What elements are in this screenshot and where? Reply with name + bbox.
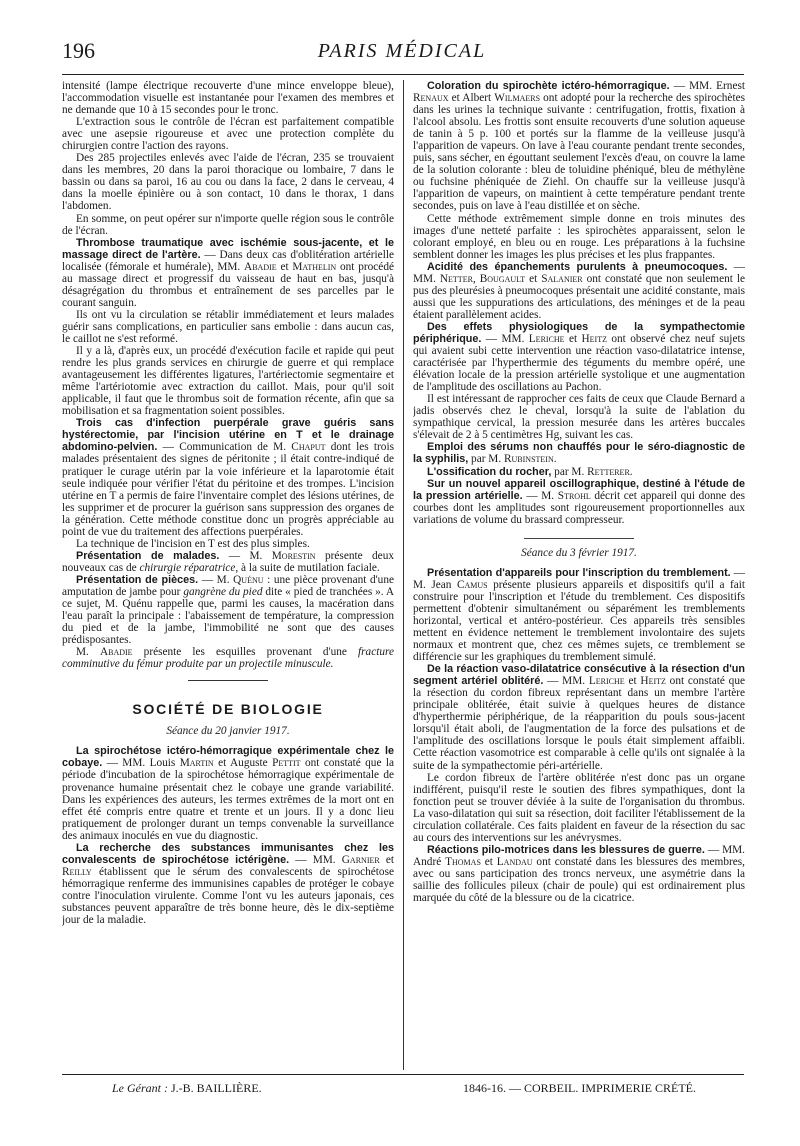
section-heading: Réactions pilo-motrices dans les blessures de guerre. (427, 843, 705, 856)
author-name: Abadie (99, 646, 133, 659)
paragraph: Il est intéressant de rapprocher ces faits de ceux que Claude Bernard a jadis observés chez le cheval, lorsqu'à la suite de l'ablation du sympathique cervical, la pression mesurée dans les artères buccales s'élevait de 2 à 5 centimètres Hg, suivant les cas. (413, 393, 745, 442)
section-heading: Sur un nouvel appareil oscillographique, destiné à l'étude de la pression artérielle. (413, 477, 745, 502)
paragraph: De la réaction vaso-dilatatrice consécutive à la résection d'un segment artériel oblitéré. — MM. Leriche et Heitz ont constaté que la résection du cordon fibreux représentant dans un membre l'artère principale oblitérée, était suivie à quelques heures de distance d'hyperthermie périphérique, de la réapparition du pouls sous-jacent lorsqu'il était aboli, de l'augmentation de la force des pulsations et de l'amplitude des oscillations lorsque le pouls était simplement affaibli. Cette réaction vasomotrice est comparable à celle qu'ils ont signalée à la suite de la sympathectomie péri-artérielle. (413, 663, 745, 772)
paragraph: Cette méthode extrêmement simple donne en trois minutes des images d'une netteté parfaite : les spirochètes apparaissent, selon le colorant employé, en bleu ou en rouge. Les préparations à la fuchsine semblent donner les images les plus précises et les plus frappantes. (413, 212, 745, 261)
paragraph: Ils ont vu la circulation se rétablir immédiatement et leurs malades guérir sans complications, en particulier sans embolie : dans aucun cas, le caillot ne s'est reformé. (62, 308, 394, 345)
paragraph: Réactions pilo-motrices dans les blessures de guerre. — MM. André Thomas et Landau ont constaté dans les blessures des membres, avec ou sans participation des troncs nerveux, une asymétrie dans la saillie des follicules pileux (chair de poule) qui est ordinairement plus marquée du côté de la blessure ou de la cicatrice. (413, 843, 745, 905)
author-name: Rubinstein (504, 453, 554, 466)
paragraph: intensité (lampe électrique recouverte d'une mince enveloppe bleue), l'accommodation visuelle est instantanée pour l'examen des membres et ne demande que 10 à 15 secondes pour le tronc. (62, 80, 394, 117)
paragraph: Thrombose traumatique avec ischémie sous-jacente, et le massage direct de l'artère. — Dans deux cas d'oblitération artérielle localisée (fémorale et humérale), MM. Abadie et Mathelin ont procédé au massage direct et progressif du vaisseau de haut en bas, jusqu'à désagrégation du thrombus et entraînement de ses parcelles par le courant sanguin. (62, 236, 394, 309)
paragraph: Sur un nouvel appareil oscillographique, destiné à l'étude de la pression artérielle. — M. Strohl décrit cet appareil qui donne des courbes dont les amplitudes sont rigoureusement proportionnelles aux variations de volume du brassard compresseur. (413, 477, 745, 526)
author-name: Thomas (445, 855, 481, 868)
section-heading: Coloration du spirochète ictéro-hémorragique. (427, 80, 670, 92)
paragraph: Emploi des sérums non chauffés pour le séro-diagnostic de la syphilis, par M. Rubinstein. (413, 441, 745, 466)
section-heading: Des effets physiologiques de la sympathectomie périphérique. (413, 320, 745, 345)
author-name: Quénu (233, 573, 264, 586)
journal-title: PARIS MÉDICAL (317, 40, 487, 62)
paragraph: La spirochétose ictéro-hémorragique expérimentale chez le cobaye. — MM. Louis Martin et Auguste Pettit ont constaté que la période d'incubation de la spirochétose hémorragique expérimentale de provenance humaine présentait chez le cobaye une grande variabilité. Dans les expériences des auteurs, les termes extrêmes de la mort ont en effet été compris entre quatre et trente et un jours. Il y a donc lieu pratiquement de prolonger durant un temps convenable la surveillance des animaux inoculés en vue du diagnostic. (62, 745, 394, 842)
paragraph: La technique de l'incision en T est des plus simples. (76, 537, 310, 550)
paragraph: En somme, on peut opérer sur n'importe quelle région sous le contrôle de l'écran. (62, 212, 394, 237)
section-heading: Acidité des épanchements purulents à pneumocoques. (427, 260, 728, 273)
paragraph: L'ossification du rocher, par M. Retterer. (427, 465, 633, 478)
author-name: Martin (179, 757, 214, 770)
paragraph: L'extraction sous le contrôle de l'écran est parfaitement compatible avec une asepsie rigoureuse et avec une protection complète du chirurgien contre l'action des rayons. (62, 116, 394, 153)
paragraph: Trois cas d'infection puerpérale grave guéris sans hystérectomie, par l'incision utérine en T et le drainage abdomino-pelvien. — Communication de M. Chaput dont les trois malades présentaient des signes de péritonite ; il était contre-indiqué de pratiquer le curage utérin par la voie inférieure et la laparotomie était seule indiquée pour vérifier l'état du péritoine et des trompes. L'incision utérine en T a permis de faire l'inventaire complet des lésions utérines, de les supprimer et de procurer la guérison sans suppression des organes de la génération. Cette méthode constitue donc un progrès appréciable au point de vue du traitement des affections puerpérales. (62, 417, 394, 538)
gerant-name: J.-B. BAILLIÈRE. (171, 1081, 262, 1095)
paragraph: Acidité des épanchements purulents à pneumocoques. — MM. Netter, Bougault et Salanier ont constaté que non seulement le pus des pleurésies à pneumocoques présentait une acidité constante, mais aussi que les suppurations des articulations, des méninges et de la peau étaient parallèlement acides. (413, 260, 745, 321)
author-name: Camus (456, 578, 488, 591)
author-name: Leriche (588, 675, 625, 688)
paragraph: Des effets physiologiques de la sympathectomie périphérique. — MM. Leriche et Heitz ont observé chez neuf sujets qui avaient subi cette intervention une réaction vaso-dilatatrice intense, caractérisée par l'hyperthermie des téguments du membre opéré, une élévation locale de la pression artérielle systolique et une augmentation de l'amplitude des oscillations au Pachon. (413, 320, 745, 394)
author-name: Leriche (528, 332, 565, 345)
paragraph: Des 285 projectiles enlevés avec l'aide de l'écran, 235 se trouvaient dans les membres, 20 dans la paroi thoracique ou lombaire, 7 dans le bassin ou dans sa paroi, 16 au cou ou dans la face, 2 dans le cerveau, 4 dans la moelle épinière ou à son contact, 10 dans le thorax, 1 dans l'abdomen. (62, 152, 394, 213)
author-name: Mathelin (292, 260, 337, 273)
author-name: Reilly (62, 865, 92, 878)
left-column (62, 80, 394, 1070)
section-heading: Emploi des sérums non chauffés pour le séro-diagnostic de la syphilis, (413, 441, 745, 466)
session-date: Séance du 20 janvier 1917. (166, 725, 290, 738)
paragraph: Présentation d'appareils pour l'inscription du tremblement. — M. Jean Camus présente plusieurs appareils et dispositifs qu'il a fait construire pour l'inscription et l'étude du tremblement. Ces dispositifs permettent d'obtenir simultanément ou séparément les tremblements horizontal, vertical et antéro-postérieur. Ces appareils très sensibles mettent en évidence nettement le tremblement involontaire des sujets normaux et montrent que, chez ces mêmes sujets, ce tremblement se différencie sur les graphiques du tremblement simulé. (413, 566, 745, 664)
author-name: Retterer (587, 465, 630, 478)
society-heading: SOCIÉTÉ DE BIOLOGIE (132, 701, 324, 718)
paragraph: Il y a là, d'après eux, un procédé d'exécution facile et rapide qui peut rendre les plus grands services en chirurgie de guerre et qui remplace avantageusement les différentes ligatures, l'artériectomie segmentaire et même l'artériotomie avec extraction du caillot. Mais, pour qu'il soit applicable, il faut que le thrombus soit de formation récente, afin que sa mobilisation et sa fragmentation soient possibles. (62, 345, 394, 418)
author-name: Chaput (291, 441, 326, 454)
section-heading: De la réaction vaso-dilatatrice consécutive à la résection d'un segment artériel oblitéré. (413, 663, 745, 688)
section-heading: La recherche des substances immunisantes chez les convalescents de spirochétose ictérigène. (62, 841, 394, 866)
paragraph: Coloration du spirochète ictéro-hémorragique. — MM. Ernest Renaux et Albert Wilmaers ont adopté pour la recherche des spirochètes dans les urines la technique suivante : centrifugation, frottis, fixation à l'alcool absolu. Les frottis sont ensuite recouverts d'une solution aqueuse de tanin à 5 p. 100 et portés sur la flamme de la veilleuse jusqu'à l'apparition de vapeurs. On lave à l'eau courante pendant trente secondes, puis, sans sécher, en égouttant seulement l'excès d'eau, on couvre la lame de la solution colorante : bleu de toluidine phéniqué, bleu de méthylène ou fuchsine phéniquée de Ziehl. On chauffe sur la veilleuse jusqu'à l'apparition de vapeurs, on maintient à cette température pendant trente secondes, puis on lave à l'eau distillée et on sèche. (413, 80, 745, 213)
author-name: Heitz (581, 332, 607, 345)
author-name: Wilmaers (494, 92, 541, 105)
author-name: Netter (439, 272, 473, 285)
section-divider (188, 680, 268, 681)
paragraph: Présentation de malades. — M. Morestin présente deux nouveaux cas de chirurgie réparatrice, à la suite de mutilation faciale. (62, 549, 394, 574)
paragraph: Présentation de pièces. — M. Quénu : une pièce provenant d'une amputation de jambe pour gangrène du pied dite « pied de tranchées ». A ce sujet, M. Quénu rappelle que, parmi les causes, la macération dans l'eau paraît la principale : l'abaissement de température, la compression du pied et de la jambe, l'immobilité ne sont que des causes prédisposantes. (62, 573, 394, 647)
paragraph: M. Abadie présente les esquilles provenant d'une fracture comminutive du fémur produite par un projectile minuscule. (62, 646, 394, 671)
section-heading: L'ossification du rocher, (427, 465, 552, 478)
section-heading: Présentation d'appareils pour l'inscription du tremblement. (427, 566, 731, 579)
footer-rule (62, 1074, 744, 1075)
session-date: Séance du 3 février 1917. (521, 546, 637, 559)
author-name: Salanier (541, 272, 583, 285)
right-column (413, 80, 745, 1070)
gerant-label: Le Gérant : (112, 1081, 168, 1095)
author-name: Morestin (271, 549, 316, 562)
column-separator (403, 80, 404, 1070)
section-divider (524, 538, 634, 539)
author-name: Heitz (640, 675, 666, 688)
page-number: 196 (62, 38, 95, 63)
author-name: Landau (496, 855, 533, 868)
paragraph: Le cordon fibreux de l'artère oblitérée n'est donc pas un organe indifférent, puisqu'il reste le soutien des fibres sympathiques, dont la fonction peut se trouver déviée à la suite de l'organisation du thrombus. La vaso-dilatation qui suit sa résection, doit faciliter l'établissement de la circulation collatérale. Ces faits plaident en faveur de la résection du sac au cours des interventions sur les anévrysmes. (413, 771, 745, 844)
footer-gerant (112, 1081, 262, 1096)
section-heading: La spirochétose ictéro-hémorragique expérimentale chez le cobaye. (62, 745, 394, 770)
running-header (62, 38, 742, 72)
author-name: Strohl (557, 489, 591, 502)
section-heading: Thrombose traumatique avec ischémie sous-jacente, et le massage direct de l'artère. (62, 236, 394, 261)
author-name: Bougault (479, 272, 526, 285)
footer-printer: 1846-16. — CORBEIL. IMPRIMERIE CRÉTÉ. (463, 1081, 696, 1095)
author-name: Renaux (413, 92, 449, 105)
paragraph: La recherche des substances immunisantes chez les convalescents de spirochétose ictérigène. — MM. Garnier et Reilly établissent que le sérum des convalescents de spirochétose hémorragique renferme des immunisines capables de protéger le cobaye contre l'inoculation virulente. Comme l'ont vu les auteurs japonais, ces substances peuvent apparaître de très bonne heure, dès le dix-septième jour de la maladie. (62, 841, 394, 927)
author-name: Abadie (244, 260, 277, 273)
section-heading: Présentation de pièces. (76, 573, 199, 586)
author-name: Pettit (272, 757, 301, 770)
section-heading: Trois cas d'infection puerpérale grave guéris sans hystérectomie, par l'incision utérine en T et le drainage abdomino-pelvien. (62, 417, 394, 454)
author-name: Garnier (341, 853, 380, 866)
header-rule (62, 74, 744, 75)
section-heading: Présentation de malades. (76, 549, 220, 562)
